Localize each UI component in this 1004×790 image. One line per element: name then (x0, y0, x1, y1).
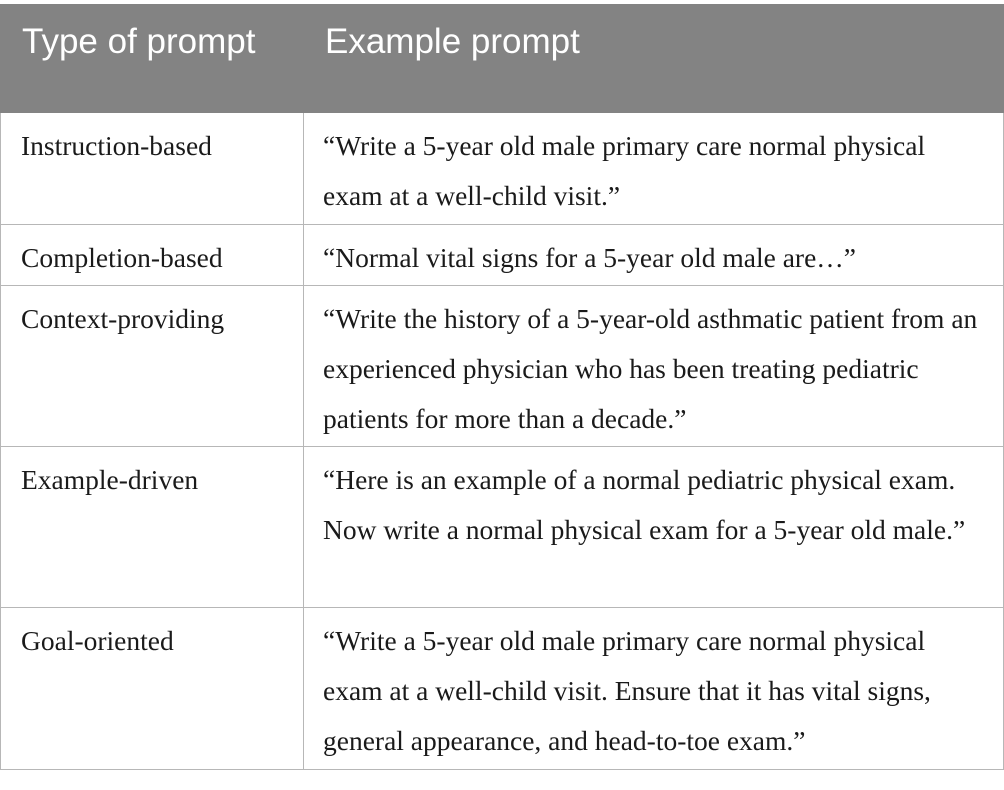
prompt-type-cell: Instruction-based (1, 113, 304, 225)
prompt-type-cell: Completion-based (1, 225, 304, 286)
example-prompt-cell: “Write a 5-year old male primary care normal physical exam at a well-child visit. Ensure that it has vital signs, general appearance, and head-to-toe exam.” (304, 608, 1004, 770)
table-header (1, 5, 1004, 113)
header-type-of-prompt: Type of prompt (1, 5, 304, 113)
table-row (1, 113, 1004, 225)
table-body (1, 113, 1004, 770)
prompt-type-cell: Example-driven (1, 447, 304, 608)
table-row (1, 447, 1004, 608)
header-row (1, 5, 1004, 113)
prompt-type-cell: Goal-oriented (1, 608, 304, 770)
example-prompt-cell: “Here is an example of a normal pediatric physical exam. Now write a normal physical exam for a 5-year old male.” (304, 447, 1004, 608)
header-example-prompt: Example prompt (304, 5, 1004, 113)
table-row (1, 225, 1004, 286)
prompt-type-cell: Context-providing (1, 286, 304, 447)
table-row (1, 608, 1004, 770)
example-prompt-cell: “Write the history of a 5-year-old asthmatic patient from an experienced physician who has been treating pediatric patients for more than a decade.” (304, 286, 1004, 447)
example-prompt-cell: “Normal vital signs for a 5-year old male are…” (304, 225, 1004, 286)
table-row (1, 286, 1004, 447)
prompt-types-table (0, 4, 1004, 770)
example-prompt-cell: “Write a 5-year old male primary care normal physical exam at a well-child visit.” (304, 113, 1004, 225)
